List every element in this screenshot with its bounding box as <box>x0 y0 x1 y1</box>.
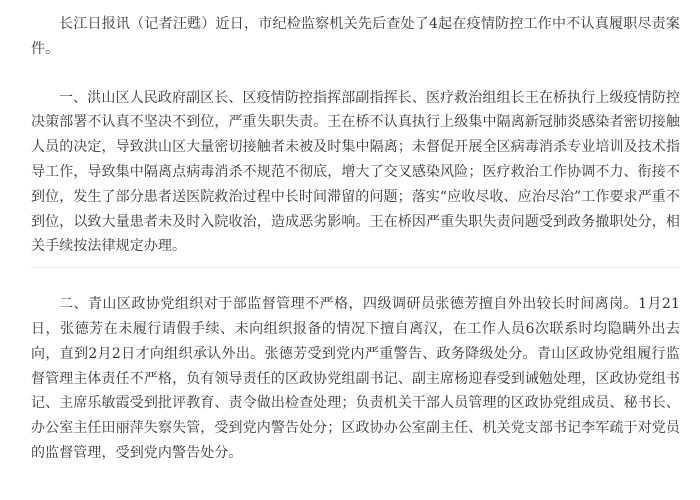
article-paragraph-case-1: 一、洪山区人民政府副区长、区疫情防控指挥部副指挥长、医疗救治组组长王在桥执行上级疫情防控决策部署不认真不坚决不到位，严重失职失责。王在桥不认真执行上级集中隔离新冠肺炎感染者密切接触人员的决定，导致洪山区大量密切接触者未被及时集中隔离；未督促开展全区病毒消杀专业培训及技术指导工作，导致集中隔离点病毒消杀不规范不彻底，增大了交叉感染风险；医疗救治工作协调不力、衔接不到位，发生了部分患者送医院救治过程中长时间滞留的问题；落实“应收尽收、应治尽治”工作要求严重不到位，以致大量患者未及时入院收治，造成恶劣影响。王在桥因严重失职失责问题受到政务撤职处分，相关手续按法律规定办理。 <box>31 89 681 255</box>
article-lead-paragraph: 长江日报讯（记者汪甦）近日，市纪检监察机关先后查处了4起在疫情防控工作中不认真履职尽责案件。 <box>31 16 680 57</box>
paragraph-divider <box>31 267 680 268</box>
article-paragraph-case-2: 二、青山区政协党组织对于部监督管理不严格，四级调研员张德芳擅自外出较长时间离岗。1月21日，张德芳在未履行请假手续、未向组织报备的情况下擅自离汉，在工作人员6次联系时均隐瞒外出去向，直到2月2日才向组织承认外出。张德芳受到党内严重警告、政务降级处分。青山区政协党组履行监督管理主体责任不严格，负有领导责任的区政协党组副书记、副主席杨迎春受到诫勉处理，区政协党组书记、主席乐敏霞受到批评教育、责令做出检查处理；负责机关干部人员管理的区政协党组成员、秘书长、办公室主任田丽萍失察失管，受到党内警告处分；区政协办公室副主任、机关党支部书记李军疏于对党员的监督管理，受到党内警告处分。 <box>31 296 680 461</box>
